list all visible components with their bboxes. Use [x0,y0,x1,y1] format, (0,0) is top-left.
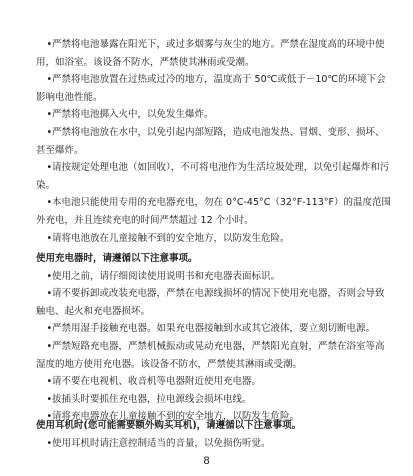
battery-item: •请按规定处理电池（如回收），不可将电池作为生活垃圾处理，以免引起爆炸和污染。 [36,162,390,191]
battery-item: •严禁将电池放置在过热或过冷的地方，温度高于 50℃或低于－10℃的环境下会影响电池性能。 [36,74,386,103]
charger-heading: 使用充电器时，请遵循以下注意事项。 [36,253,198,264]
earphone-heading: 使用耳机时(您可能需要额外购买耳机)，请遵循以下注意事项。 [36,420,302,431]
earphone-item: •使用耳机时请注意控制适当的音量，以免损伤听觉。 [46,437,271,449]
charger-item: •严禁用湿手接触充电器。如果充电器接触到水或其它液体，要立刻切断电源。 [46,323,376,335]
charger-item: •拔插头时要抓住充电器，拉电源线会损坏电线。 [46,393,252,405]
earphone-section [36,417,392,452]
battery-section [36,36,392,247]
battery-item: •严禁将电池掷入火中，以免发生爆炸。 [46,109,214,121]
charger-item: •使用之前，请仔细阅读使用说明书和充电器表面标识。 [46,270,281,282]
page-number: 8 [203,455,210,467]
battery-item: •严禁将电池暴露在阳光下，或过多烟雾与灰尘的地方。严禁在湿度高的环境中使用，如浴室。该设备不防水，严禁使其淋雨或受潮。 [36,39,385,68]
charger-item: •请将充电器放在儿童接触不到的安全地方，以防发生危险。 [46,411,300,423]
charger-section [36,250,392,426]
charger-item: •严禁短路充电器，严禁机械振动或晃动充电器，严禁阳光直射，严禁在浴室等高湿度的地方使用充电器。该设备不防水，严禁使其淋雨或受潮。 [36,340,385,370]
battery-item: •请将电池放在儿童接触不到的安全地方，以防发生危险。 [46,232,290,244]
charger-item: •请不要拆卸或改装充电器，严禁在电源线损坏的情况下使用充电器，否则会导致触电、起火和充电器损坏。 [36,288,385,317]
charger-item: •请不要在电视机、收音机等电器附近使用充电器。 [46,376,262,388]
battery-item: •本电池只能使用专用的充电器充电，勿在 0°C-45°C（32°F-113°F）的温度范围外充电，并且连续充电的时间严禁超过 12 个小时。 [36,197,391,226]
battery-item: •严禁将电池放在水中，以免引起内部短路，造成电池发热、冒烟、变形、损坏、甚至爆炸。 [36,126,385,156]
